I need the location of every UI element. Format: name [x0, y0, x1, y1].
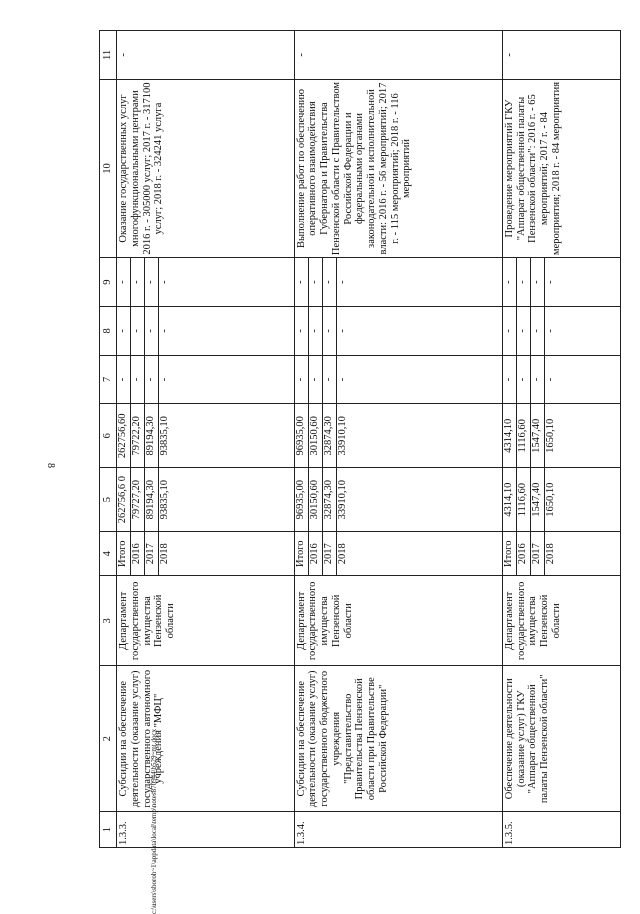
value: 1116,60	[517, 468, 531, 531]
year: 2016	[517, 532, 531, 575]
header-col-2: 2	[100, 666, 117, 812]
value: 1116,60	[517, 404, 531, 467]
col9-cell	[294, 258, 502, 307]
executor: Департамент государственного имущества Пензенской области	[117, 576, 295, 666]
col7-cell	[502, 355, 620, 404]
value: 32874,30	[323, 468, 337, 531]
value: -	[309, 258, 323, 306]
value: 33910,10	[336, 479, 348, 520]
col7-cell	[294, 355, 502, 404]
value: 262756,60	[117, 404, 131, 467]
year: 2016	[131, 532, 145, 575]
col5-cell	[117, 468, 295, 532]
activity-name: Субсидии на обеспечение деятельности (оказание услуг) государственного автономного учреждения "МФЦ"	[117, 666, 295, 812]
value: -	[544, 280, 556, 284]
activity-name: Субсидии на обеспечение деятельности (оказание услуг) государственного бюджетного учреждения "Представительство Правительства Пензенской области при Правительстве Российской Федерации"	[294, 666, 502, 812]
result-description: Выполнение работ по обеспечению оперативного взаимодействия Губернатора и Правительства Пензенской области с Правительством Российской Федерации и федеральными органами законодательной и исполнительной власти: 2016 г. - 56 мероприятий; 2017 г. - 115 мероприятий; 2018 г. - 116 мероприятий	[294, 79, 502, 258]
col7-cell	[117, 355, 295, 404]
value: -	[295, 258, 309, 306]
years-cell	[502, 532, 620, 576]
value: -	[336, 329, 348, 333]
value: -	[323, 258, 337, 306]
row-number: 1.3.5.	[502, 812, 620, 848]
value: 93835,10	[159, 479, 170, 520]
year: 2017	[531, 532, 545, 575]
header-col-5: 5	[100, 468, 117, 532]
year: 2017	[145, 532, 159, 575]
year: 2018	[336, 543, 348, 565]
activity-name: Обеспечение деятельности (оказание услуг) ГКУ "Аппарат общественной палаты Пензенской области"	[502, 666, 620, 812]
value: -	[323, 356, 337, 404]
value: 4314,10	[503, 468, 517, 531]
year: 2017	[323, 532, 337, 575]
header-col-10: 10	[100, 79, 117, 258]
col6-cell	[117, 404, 295, 468]
header-col-11: 11	[100, 31, 117, 80]
years-cell	[294, 532, 502, 576]
col11-value: -	[502, 31, 620, 80]
header-col-1: 1	[100, 812, 117, 848]
value: -	[145, 307, 159, 355]
value: 89194,30	[145, 468, 159, 531]
table-row	[117, 31, 295, 848]
col9-cell	[117, 258, 295, 307]
col11-value: -	[294, 31, 502, 80]
value: 30150,60	[309, 404, 323, 467]
value: -	[531, 356, 545, 404]
value: -	[159, 329, 170, 333]
program-activities-table	[99, 30, 621, 848]
value: -	[159, 280, 170, 284]
value: -	[517, 307, 531, 355]
value: 96935,00	[295, 468, 309, 531]
result-description: Оказание государственных услуг многофункциональными центрами 2016 г. - 305000 услуг; 2017 г. - 317100 услуг; 2018 г. - 324241 услуга	[117, 79, 295, 258]
value: -	[131, 356, 145, 404]
value: -	[336, 377, 348, 382]
value: 262756,6 0	[117, 468, 131, 531]
executor: Департамент государственного имущества Пензенской области	[294, 576, 502, 666]
result-description: Проведение мероприятий ГКУ "Аппарат общественной палаты Пензенской области": 2016 г. - 65 мероприятий; 2017 г. - 84 мероприятия; 2018 г. - 84 мероприятия	[502, 79, 620, 258]
value: -	[544, 377, 556, 382]
header-col-8: 8	[100, 306, 117, 355]
value: 1650,10	[544, 418, 556, 453]
value: -	[145, 258, 159, 306]
value: -	[323, 307, 337, 355]
value: -	[544, 329, 556, 333]
value: 89194,30	[145, 404, 159, 467]
value: -	[295, 356, 309, 404]
col11-value: -	[117, 31, 295, 80]
value: -	[117, 307, 131, 355]
header-col-7: 7	[100, 355, 117, 404]
col8-cell	[502, 306, 620, 355]
year: Итого	[117, 532, 131, 575]
value: -	[517, 356, 531, 404]
value: 30150,60	[309, 468, 323, 531]
col6-cell	[294, 404, 502, 468]
value: -	[503, 258, 517, 306]
header-col-4: 4	[100, 532, 117, 576]
value: -	[295, 307, 309, 355]
value: 79722,20	[131, 404, 145, 467]
table-row	[502, 31, 620, 848]
year: Итого	[295, 532, 309, 575]
header-col-3: 3	[100, 576, 117, 666]
value: -	[159, 377, 170, 382]
value: -	[517, 258, 531, 306]
value: 1547,40	[531, 404, 545, 467]
year: 2016	[309, 532, 323, 575]
row-number: 1.3.4.	[294, 812, 502, 848]
years-cell	[117, 532, 295, 576]
header-row	[100, 31, 117, 848]
value: -	[503, 307, 517, 355]
value: -	[336, 280, 348, 284]
value: -	[503, 356, 517, 404]
page-number: 8	[45, 463, 56, 468]
executor: Департамент государственного имущества Пензенской области	[502, 576, 620, 666]
value: 4314,10	[503, 404, 517, 467]
col9-cell	[502, 258, 620, 307]
value: -	[145, 356, 159, 404]
value: -	[117, 356, 131, 404]
value: -	[131, 307, 145, 355]
header-col-6: 6	[100, 404, 117, 468]
value: 32874,30	[323, 404, 337, 467]
value: -	[309, 356, 323, 404]
year: 2018	[544, 543, 556, 565]
col8-cell	[294, 306, 502, 355]
rotated-table-container	[99, 30, 621, 848]
value: -	[531, 307, 545, 355]
value: -	[309, 307, 323, 355]
col5-cell	[294, 468, 502, 532]
value: -	[117, 258, 131, 306]
col5-cell	[502, 468, 620, 532]
footer-file-path: c:\users\sboroh~1\appdata\local\temp\notes870944\b529~mt.docx	[150, 728, 158, 914]
value: 93835,10	[159, 416, 170, 456]
value: 79727,20	[131, 468, 145, 531]
value: -	[531, 258, 545, 306]
table-row	[294, 31, 502, 848]
value: 33910,10	[336, 416, 348, 456]
year: 2018	[159, 543, 170, 565]
col6-cell	[502, 404, 620, 468]
value: 1547,40	[531, 468, 545, 531]
value: 96935,00	[295, 404, 309, 467]
row-number: 1.3.3.	[117, 812, 295, 848]
year: Итого	[503, 532, 517, 575]
header-col-9: 9	[100, 258, 117, 307]
value: -	[131, 258, 145, 306]
col8-cell	[117, 306, 295, 355]
value: 1650,10	[544, 482, 556, 517]
